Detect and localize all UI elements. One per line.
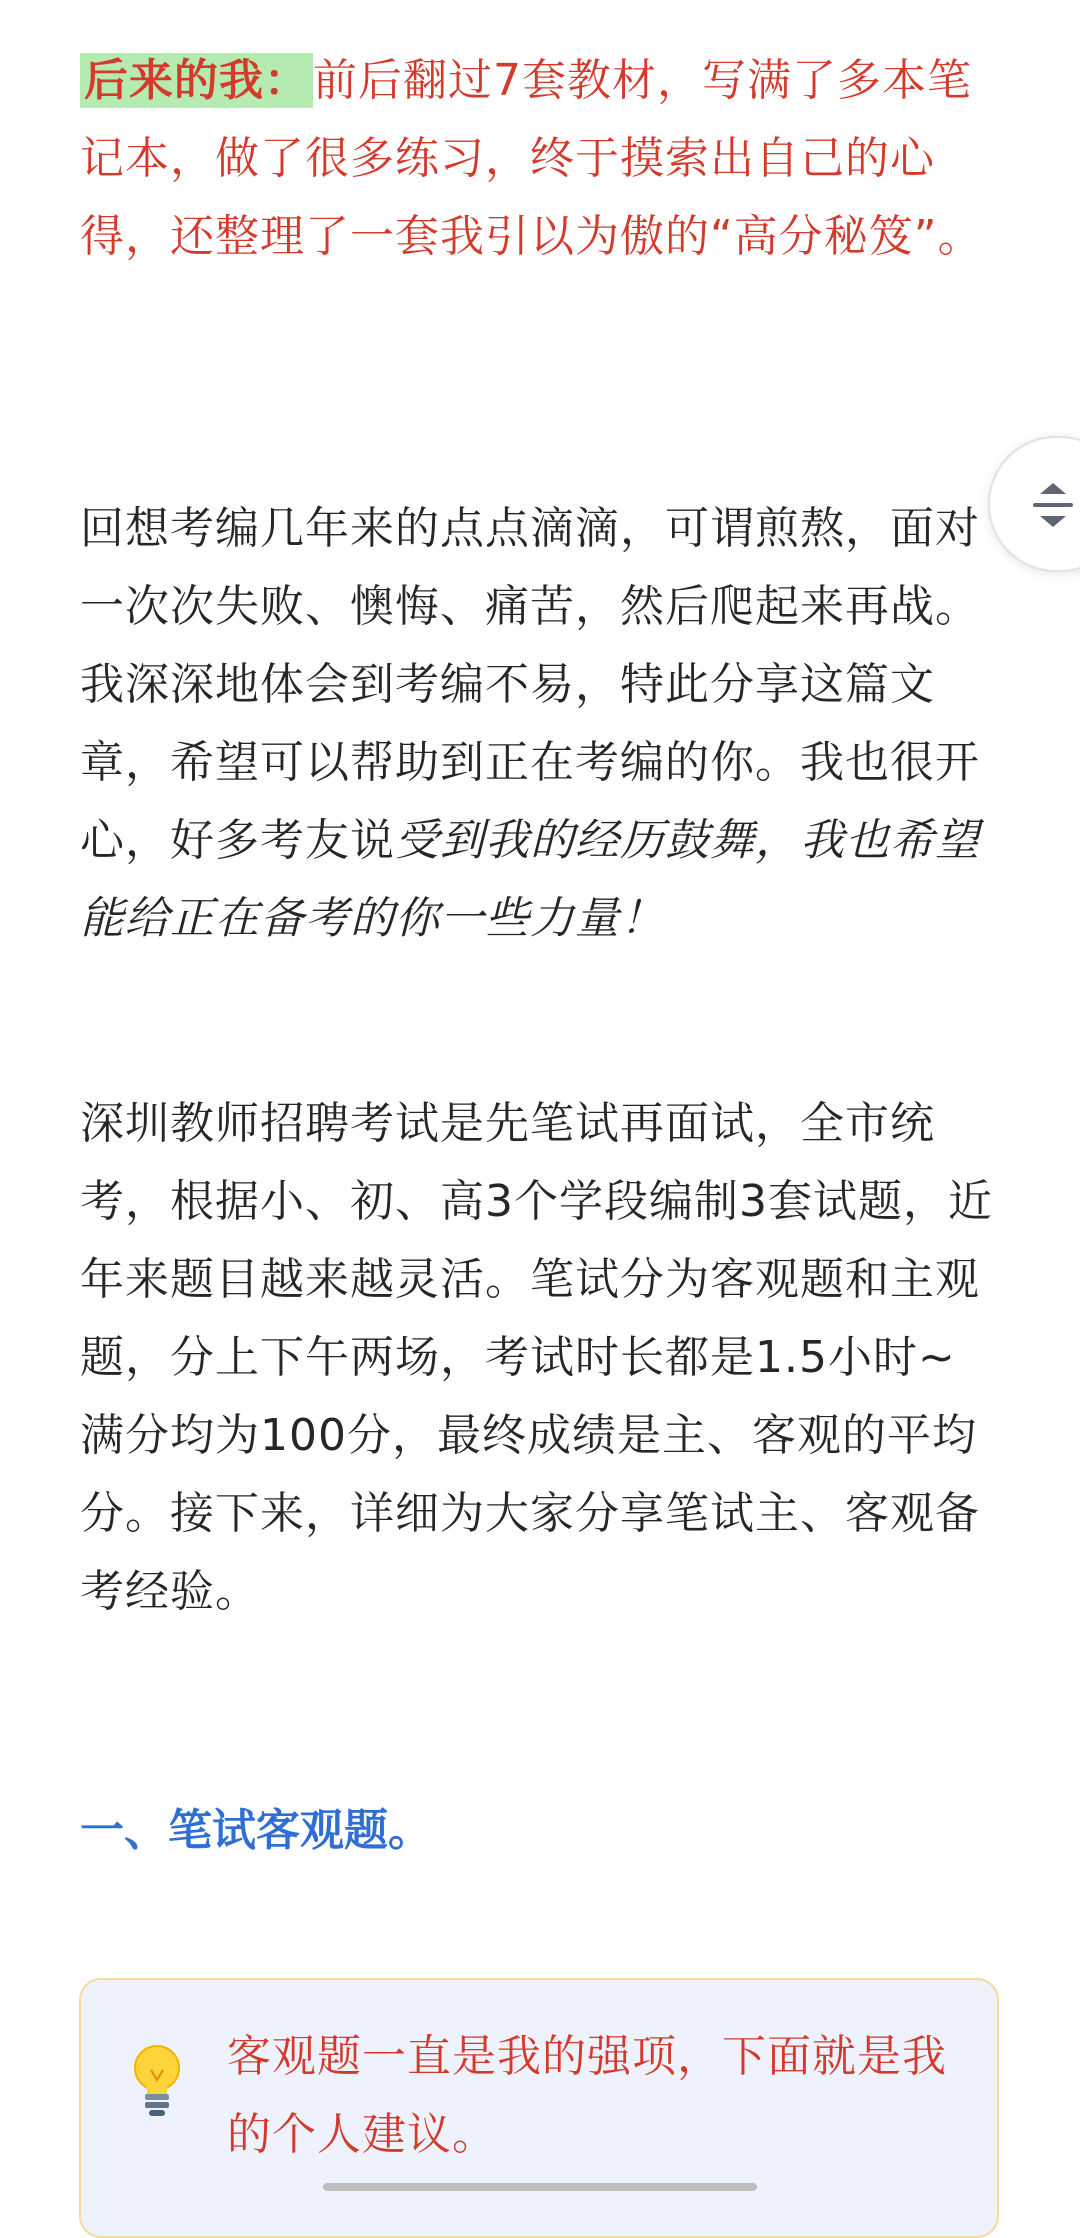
collapse-expand-button[interactable] (988, 436, 1080, 572)
collapse-expand-icon (1028, 480, 1078, 530)
highlight-label: 后来的我： (80, 53, 313, 108)
paragraph-reflection-italic: 受到我的经历鼓舞，我也希望能给正在备考的你一些力量！ (80, 815, 980, 944)
tip-text: 客观题一直是我的强项，下面就是我的个人建议。 (227, 2031, 947, 2160)
paragraph-later-me (80, 42, 1000, 276)
home-indicator[interactable] (323, 2183, 757, 2191)
paragraph-exam-intro: 深圳教师招聘考试是先笔试再面试，全市统考，根据小、初、高3个学段编制3套试题，近年来题目越来越灵活。笔试分为客观题和主观题，分上下午两场，考试时长都是1.5小时~满分均为100分，最终成绩是主、客观的平均分。接下来，详细为大家分享笔试主、客观备考经验。 (80, 1098, 993, 1617)
section-heading: 一、笔试客观题。 (80, 1805, 432, 1856)
article-content (80, 42, 1000, 1856)
tip-box (79, 1978, 999, 2238)
paragraph-reflection (80, 490, 1000, 958)
lightbulb-icon (129, 2042, 185, 2122)
paragraph-later-me-text: 前后翻过7套教材，写满了多本笔记本，做了很多练习，终于摸索出自己的心得，还整理了一套我引以为傲的“高分秘笈”。 (80, 55, 983, 262)
paragraph-reflection-text: 回想考编几年来的点点滴滴，可谓煎熬，面对一次次失败、懊悔、痛苦，然后爬起来再战。我深深地体会到考编不易，特此分享这篇文章，希望可以帮助到正在考编的你。我也很开心，好多考友说 (80, 503, 980, 866)
